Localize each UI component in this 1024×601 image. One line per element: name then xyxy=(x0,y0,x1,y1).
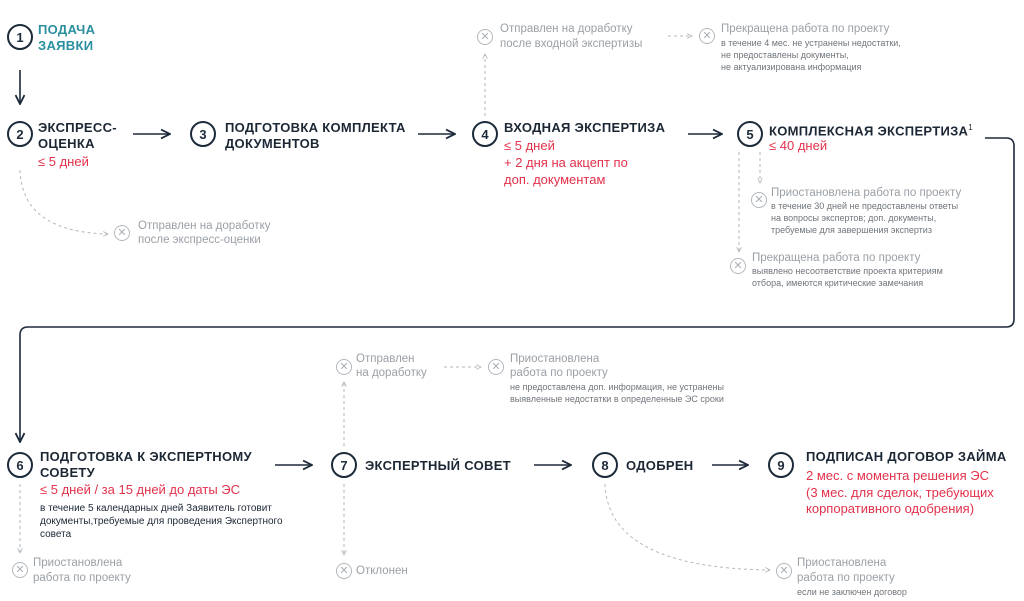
outcome-suspended30-s3: требуемые для завершения экспертиз xyxy=(771,225,932,235)
step-6-title-line2: СОВЕТУ xyxy=(40,465,96,480)
outcome-suspended30-head: Приостановлена работа по проекту xyxy=(771,187,962,199)
step-3-node: 3 xyxy=(190,121,216,147)
step-2-title-line1: ЭКСПРЕСС- xyxy=(38,120,117,135)
step-5-title xyxy=(769,120,973,139)
outcome-prep-suspend-line1: Приостановлена xyxy=(33,557,123,569)
outcome-council-suspend-line2: работа по проекту xyxy=(510,367,608,379)
branch-2-return xyxy=(20,170,108,234)
outcome-contract-suspend-line1: Приостановлена xyxy=(797,557,887,569)
outcome-prep-suspend-line2: работа по проекту xyxy=(33,572,131,584)
x-circle-icon: ✕ xyxy=(751,192,767,208)
outcome-suspended30-s1: в течение 30 дней не предоставлены ответы xyxy=(771,201,959,211)
x-circle-icon: ✕ xyxy=(699,28,715,44)
step-5-footnote: 1 xyxy=(968,123,973,132)
x-circle-icon: ✕ xyxy=(336,359,352,375)
outcome-entry-line2: после входной экспертизы xyxy=(500,38,643,50)
outcome-terminated-s3: не актуализирована информация xyxy=(721,62,862,72)
x-circle-icon: ✕ xyxy=(730,258,746,274)
step-7-title: ЭКСПЕРТНЫЙ СОВЕТ xyxy=(365,458,511,473)
outcome-terminated-head: Прекращена работа по проекту xyxy=(721,23,890,35)
outcome-contract-suspend-s1: если не заключен договор xyxy=(797,587,907,597)
branch-8-suspend xyxy=(605,484,770,570)
step-6-node: 6 xyxy=(7,452,33,478)
step-2-node: 2 xyxy=(7,121,33,147)
step-5-node: 5 xyxy=(737,121,763,147)
step-9-term-line1: 2 мес. с момента решения ЭС xyxy=(806,468,989,483)
step-6-note-line3: совета xyxy=(40,529,72,540)
step-1-node: 1 xyxy=(7,24,33,50)
step-5-term: ≤ 40 дней xyxy=(769,138,828,153)
step-9-term-line2: (3 мес. для сделок, требующих xyxy=(806,485,994,500)
step-4-term-line2: + 2 дня на акцепт по xyxy=(504,155,628,170)
x-circle-icon: ✕ xyxy=(12,562,28,578)
x-circle-icon: ✕ xyxy=(477,29,493,45)
outcome-suspended30-s2: на вопросы экспертов; доп. документы, xyxy=(771,213,937,223)
step-9-term-line3: корпоративного одобрения) xyxy=(806,501,975,516)
step-6-note-line1: в течение 5 календарных дней Заявитель готовит xyxy=(40,503,272,514)
outcome-rejected: Отклонен xyxy=(356,565,408,577)
outcome-council-suspend-s2: выявленные недостатки в определенные ЭС сроки xyxy=(510,394,724,404)
step-8-node: 8 xyxy=(592,452,618,478)
step-6-term: ≤ 5 дней / за 15 дней до даты ЭС xyxy=(40,482,241,497)
step-3-title-line1: ПОДГОТОВКА КОМПЛЕКТА xyxy=(225,120,406,135)
outcome-mismatch-head: Прекращена работа по проекту xyxy=(752,252,921,264)
step-4-term-line1: ≤ 5 дней xyxy=(504,138,555,153)
outcome-entry-line1: Отправлен на доработку xyxy=(500,23,633,35)
step-4-node: 4 xyxy=(472,121,498,147)
step-9-title: ПОДПИСАН ДОГОВОР ЗАЙМА xyxy=(806,449,1007,464)
x-circle-icon: ✕ xyxy=(776,563,792,579)
step-9-node: 9 xyxy=(768,452,794,478)
x-circle-icon: ✕ xyxy=(114,225,130,241)
outcome-council-return-line2: на доработку xyxy=(356,367,427,379)
outcome-council-suspend-s1: не предоставлена доп. информация, не устранены xyxy=(510,382,724,392)
step-3-title-line2: ДОКУМЕНТОВ xyxy=(225,136,320,151)
step-4-term-line3: доп. документам xyxy=(504,172,606,187)
step-6-note-line2: документы,требуемые для проведения Экспертного xyxy=(40,516,283,527)
outcome-council-suspend-line1: Приостановлена xyxy=(510,353,600,365)
step-1-title: ПОДАЧА ЗАЯВКИ xyxy=(38,22,96,53)
x-circle-icon: ✕ xyxy=(336,563,352,579)
step-5-title-text: КОМПЛЕКСНАЯ ЭКСПЕРТИЗА xyxy=(769,123,969,139)
outcome-mismatch-s2: отбора, имеются критические замечания xyxy=(752,278,924,288)
outcome-council-return-line1: Отправлен xyxy=(356,353,415,365)
step-2-term: ≤ 5 дней xyxy=(38,154,89,169)
outcome-express-line2: после экспресс-оценки xyxy=(138,234,261,246)
outcome-express-line1: Отправлен на доработку xyxy=(138,220,271,232)
step-2-title-line2: ОЦЕНКА xyxy=(38,136,95,151)
outcome-terminated-s1: в течение 4 мес. не устранены недостатки, xyxy=(721,38,901,48)
step-6-title-line1: ПОДГОТОВКА К ЭКСПЕРТНОМУ xyxy=(40,449,252,464)
outcome-mismatch-s1: выявлено несоответствие проекта критериям xyxy=(752,266,943,276)
x-circle-icon: ✕ xyxy=(488,359,504,375)
outcome-terminated-s2: не предоставлены документы, xyxy=(721,50,849,60)
step-7-node: 7 xyxy=(331,452,357,478)
step-4-title: ВХОДНАЯ ЭКСПЕРТИЗА xyxy=(504,120,666,135)
outcome-contract-suspend-line2: работа по проекту xyxy=(797,572,895,584)
step-8-title: ОДОБРЕН xyxy=(626,458,694,473)
